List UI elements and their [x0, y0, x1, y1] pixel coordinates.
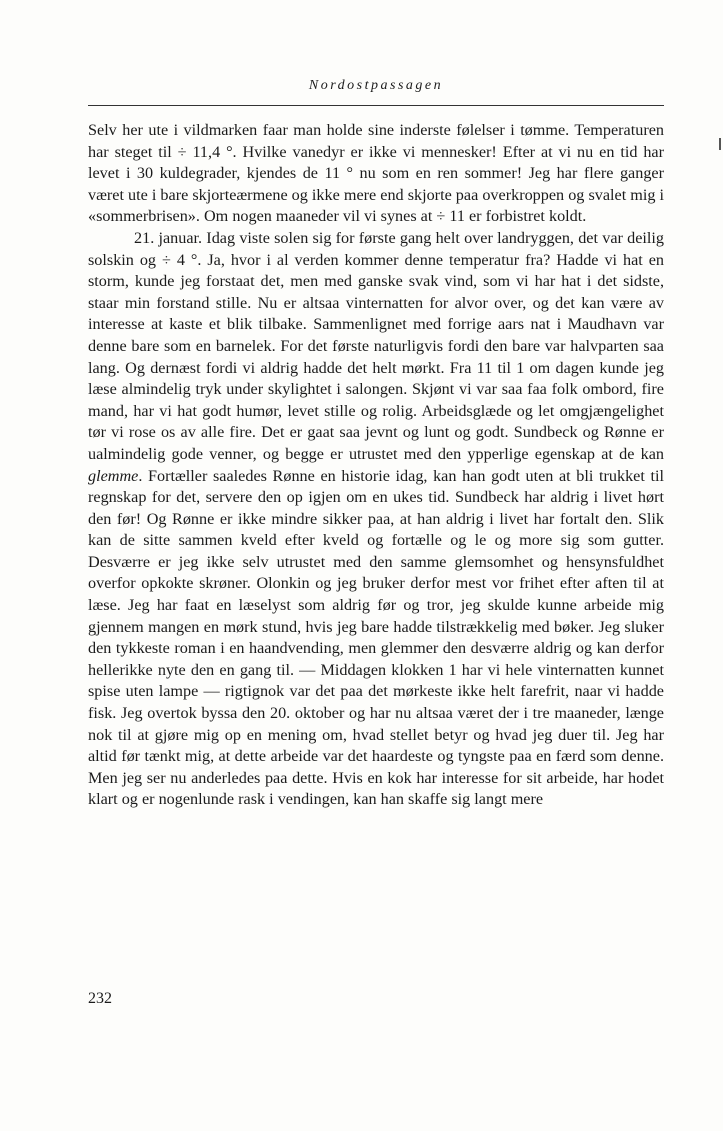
emphasis-glemme: glemme: [88, 466, 139, 485]
running-head: Nordostpassagen: [308, 78, 444, 93]
body-text: [88, 120, 664, 811]
paragraph-2: [88, 228, 664, 811]
paragraph-2-continued: . Fortæller saaledes Rønne en historie idag, kan han godt uten at bli trukket til regnskap for det, servere den op igjen om en ukes tid. Sundbeck har aldrig i livet hørt den før! Og Rønne er ikke mindre sikker paa, at han aldrig i livet har fortalt den. Slik kan de sitte sammen kveld efter kveld og fortælle og le og more sig som gutter. Desværre er jeg ikke selv utrustet med den samme glemsomhet og hensynsfuldhet overfor opkokte skrøner. Olonkin og jeg bruker derfor mest vor frihet efter aften til at læse. Jeg har faat en læselyst som aldrig før og tror, jeg skulde kunne arbeide mig gjennem mangen en mørk stund, hvis jeg bare hadde tilstrækkelig med bøker. Jeg sluker den tykkeste roman i en haandvending, men glemmer den desværre aldrig og kan derfor hellerikke nyte den en gang til. — Middagen klokken 1 har vi hele vinternatten kunnet spise uten lampe — rigtignok var det paa det mørkeste ikke helt farefrit, naar vi hadde fisk. Jeg overtok byssa den 20. oktober og har nu altsaa været der i tre maaneder, længe nok til at gjøre mig op en mening om, hvad stellet betyr og hvad jeg duer til. Jeg har altid før tænkt mig, at dette arbeide var det haardeste og tyngste paa en færd som denne. Men jeg ser nu anderledes paa dette. Hvis en kok har interesse for sit arbeide, har hodet klart og er nogenlunde rask i vendingen, kan han skaffe sig langt mere: [88, 466, 664, 809]
paragraph-1: Selv her ute i vildmarken faar man holde sine inderste følelser i tømme. Temperaturen har steget til ÷ 11,4 °. Hvilke vanedyr er ikke vi mennesker! Efter at vi nu en tid har levet i 30 kuldegrader, kjendes de 11 ° nu som en ren sommer! Jeg har flere ganger været ute i bare skjorteærmene og ikke mere end skjorte paa overkroppen og svalet mig i «sommerbrisen». Om nogen maaneder vil vi synes at ÷ 11 er forbistret koldt.: [88, 121, 664, 226]
header-rule: [88, 105, 664, 106]
paragraph-2-text: 21. januar. Idag viste solen sig for første gang helt over landryggen, det var deilig solskin og ÷ 4 °. Ja, hvor i al verden kommer denne temperatur fra? Hadde vi hat en storm, kunde jeg forstaat det, men med ganske svak vind, som vi har hat i det sidste, staar min forstand stille. Nu er altsaa vinternatten for alvor over, og det kan være av interesse at kaste et blik tilbake. Sammenlignet med forrige aars nat i Maudhavn var denne bare som en barnelek. For det første naturligvis fordi den bare var halvparten saa lang. Og dernæst fordi vi aldrig hadde det helt mørkt. Fra 11 til 1 om dagen kunde jeg læse almindelig tryk under skylightet i salongen. Skjønt vi var saa faa folk ombord, fire mand, har vi hat godt humør, levet stille og rolig. Arbeidsglæde og let omgjængelighet tør vi rose os av alle fire. Det er gaat saa jevnt og lunt og godt. Sundbeck og Rønne er ualmindelig gode venner, og begge er utrustet med den ypperlige egenskap at de kan: [88, 228, 664, 463]
page-number: 232: [88, 990, 112, 1007]
scan-edge-mark: [719, 138, 721, 150]
